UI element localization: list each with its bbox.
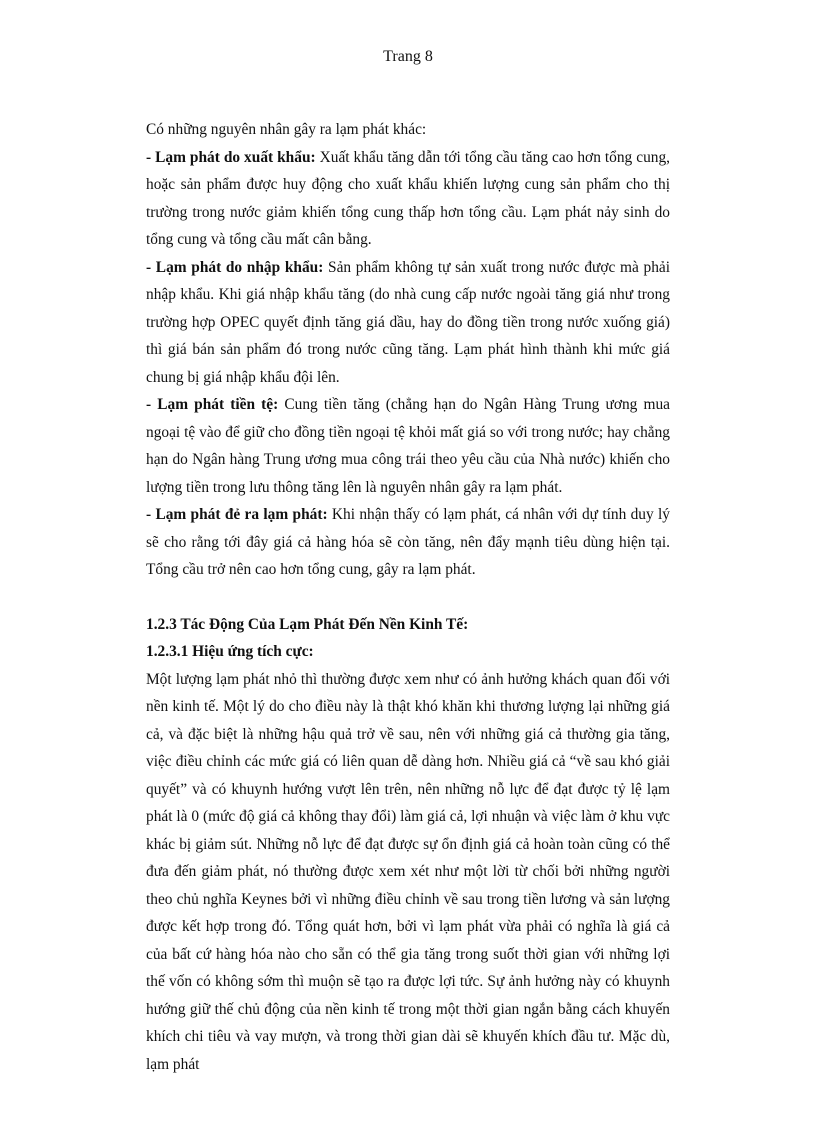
subsection-heading: 1.2.3.1 Hiệu ứng tích cực: (146, 643, 314, 660)
positive-effects-paragraph: Một lượng lạm phát nhỏ thì thường được xem như có ảnh hưởng khách quan đối với nền kinh tế. Một lý do cho điều này là thật khó khăn khi thương lượng lại những giá cả, và đặc biệt là những hậu quả trở về sau, nên với những giá cả thường gia tăng, việc điều chỉnh các mức giá có liên quan dễ dàng hơn. Nhiều giá cả “về sau khó giải quyết” và có khuynh hướng vượt lên trên, nên những nỗ lực để đạt được tỷ lệ lạm phát là 0 (mức độ giá cả không thay đổi) làm giá cả, lợi nhuận và việc làm ở khu vực khác bị giảm sút. Những nỗ lực để đạt được sự ổn định giá cả hoàn toàn cũng có thể đưa đến giảm phát, nó thường được xem xét như một lời từ chối bởi những người theo chủ nghĩa Keynes bởi vì những điều chỉnh về sau trong tiền lương và sản lượng được kết hợp trong đó. Tổng quát hơn, bởi vì lạm phát vừa phải có nghĩa là giá cả của bất cứ hàng hóa nào cho sẵn có thể gia tăng trong suốt thời gian với những lợi thế vốn có không sớm thì muộn sẽ tạo ra được lợi tức. Sự ảnh hưởng này có khuynh hướng giữ thế chủ động của nền kinh tế trong một thời gian ngắn bằng cách khuyến khích chi tiêu và vay mượn, và trong thời gian dài sẽ khuyến khích đầu tư. Mặc dù, lạm phát (146, 670, 670, 1073)
cause-export-term: - Lạm phát do xuất khẩu: (146, 148, 316, 166)
cause-export-paragraph (146, 144, 670, 254)
cause-import-text: Sản phẩm không tự sản xuất trong nước được mà phải nhập khẩu. Khi giá nhập khẩu tăng (do nhà cung cấp nước ngoài tăng giá như trong trường hợp OPEC quyết định tăng giá dầu, hay do đồng tiền trong nước xuống giá) thì giá bán sản phẩm đó trong nước cũng tăng. Lạm phát hình thành khi mức giá chung bị giá nhập khẩu đội lên. (146, 258, 670, 386)
section-spacer (146, 584, 670, 611)
cause-monetary-term: - Lạm phát tiền tệ: (146, 396, 279, 413)
cause-self-inflation-text: Khi nhận thấy có lạm phát, cá nhân với dự tính duy lý sẽ cho rằng tới đây giá cả hàng hóa sẽ còn tăng, nên đẩy mạnh tiêu dùng hiện tại. Tổng cầu trở nên cao hơn tổng cung, gây ra lạm phát. (146, 506, 670, 578)
document-body (146, 116, 670, 1078)
cause-export-text: Xuất khẩu tăng dẫn tới tổng cầu tăng cao hơn tổng cung, hoặc sản phẩm được huy động cho xuất khẩu khiến lượng cung sản phẩm cho thị trường trong nước giảm khiến tổng cung thấp hơn tổng cầu. Lạm phát nảy sinh do tổng cung và tổng cầu mất cân bằng. (146, 148, 670, 248)
cause-self-inflation-term: - Lạm phát đẻ ra lạm phát: (146, 506, 328, 523)
cause-import-paragraph (146, 254, 670, 392)
intro-paragraph: Có những nguyên nhân gây ra lạm phát khác: (146, 121, 427, 138)
page-number-header: Trang 8 (383, 48, 433, 65)
cause-self-inflation-paragraph (146, 501, 670, 584)
cause-monetary-text: Cung tiền tăng (chẳng hạn do Ngân Hàng Trung ương mua ngoại tệ vào để giữ cho đồng tiền ngoại tệ khỏi mất giá so với trong nước; hay chẳng hạn do Ngân hàng Trung ương mua công trái theo yêu cầu của Nhà nước) khiến cho lượng tiền trong lưu thông tăng lên là nguyên nhân gây ra lạm phát. (146, 396, 670, 496)
section-heading: 1.2.3 Tác Động Của Lạm Phát Đến Nền Kinh Tế: (146, 615, 469, 633)
cause-import-term: - Lạm phát do nhập khẩu: (146, 258, 324, 276)
cause-monetary-paragraph (146, 391, 670, 501)
